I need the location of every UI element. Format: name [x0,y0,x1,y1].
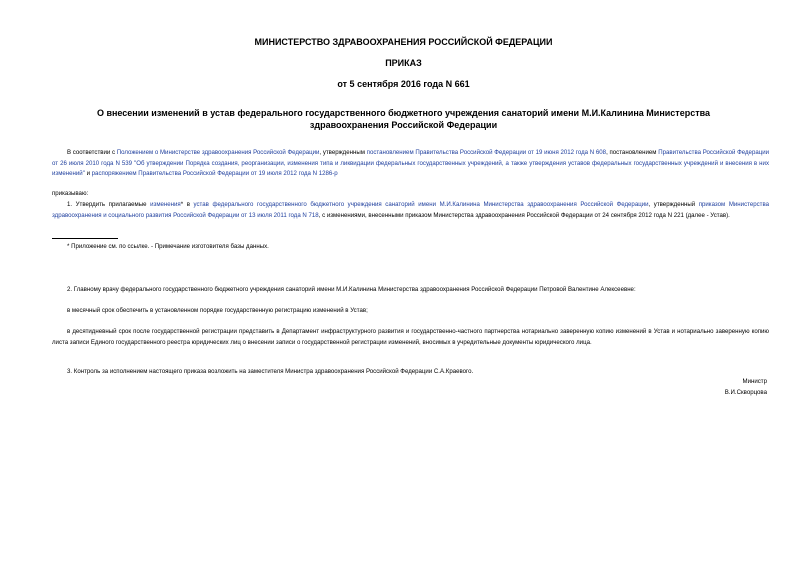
preamble-text: , постановлением [606,149,659,156]
order-word: приказываю: [52,190,89,197]
link-charter[interactable]: устав федерального государственного бюджетного учреждения санаторий имени М.И.Калинина Министерства здравоохранения Российской Федерации [193,201,649,208]
ministry-heading: МИНИСТЕРСТВО ЗДРАВООХРАНЕНИЯ РОССИЙСКОЙ ФЕДЕРАЦИИ [254,37,553,47]
link-regulation-ministry[interactable]: Положением о Министерстве здравоохранения Российской Федерации [116,149,320,156]
link-order-718[interactable]: приказом Министерства здравоохранения и социального развития Российской Федерации от 13 июля 2011 года N 718 [52,201,770,219]
link-resolution-608[interactable]: постановлением Правительства Российской Федерации от 19 июня 2012 года N 608 [366,149,607,156]
link-resolution-539[interactable]: Правительства Российской Федерации от 26 июля 2010 года N 539 "Об утверждении Порядка создания, реорганизации, изменения типа и ликвидации федеральных государственных учреждений, а также утверждения уставов федеральных государственных учреждений и внесения в них изменений" [52,149,770,177]
preamble-text: В соответствии с [67,149,117,156]
item-2b-paragraph: в десятидневный срок после государственной регистрации представить в Департамент инфраструктурного развития и государственно-частного партнерства нотариально заверенную копию изменений в Устав и нотариально заверенную копию листа записи Единого государственного реестра юридических лиц о внесении записи о государственной регистрации изменений, вносимых в учредительные документы юридического лица. [52,328,769,346]
item-2-paragraph: 2. Главному врачу федерального государственного бюджетного учреждения санаторий имени М.И.Калинина Министерства здравоохранения Российской Федерации Петровой Валентине Алексеевне: [67,286,636,293]
date-number-heading: от 5 сентября 2016 года N 661 [337,79,470,89]
link-order-1286[interactable]: распоряжением Правительства Российской Федерации от 19 июля 2012 года N 1286-р [91,170,338,177]
item-text: 1. Утвердить прилагаемые [67,201,151,208]
footnote-divider [52,238,118,239]
preamble-text: и [84,170,92,177]
document-title: О внесении изменений в устав федерального государственного бюджетного учреждения санаторий имени М.И.Калинина Министерства здравоохранения Российской Федерации [96,108,711,130]
signature-name: В.И.Скворцова [724,389,767,396]
item-1-paragraph [52,200,769,221]
item-text: , с изменениями, внесенными приказом Министерства здравоохранения Российской Федерации от 24 сентября 2012 года N 221 (далее - Устав). [318,211,730,219]
document-page [38,0,769,571]
preamble-text: , утвержденным [319,149,367,156]
signature-position: Министр [742,378,767,385]
item-text: * в [180,201,194,208]
item-3-paragraph: 3. Контроль за исполнением настоящего приказа возложить на заместителя Министра здравоохранения Российской Федерации С.А.Краевого. [67,368,474,375]
preamble-paragraph [52,148,769,180]
doc-type-heading: ПРИКАЗ [385,58,422,68]
item-text: , утвержденный [648,201,699,208]
footnote: * Приложение см. по ссылке. - Примечание изготовителя базы данных. [67,243,269,250]
link-changes[interactable]: изменения [150,201,181,208]
item-2a-paragraph: в месячный срок обеспечить в установленном порядке государственную регистрацию изменений в Устав; [67,307,368,314]
